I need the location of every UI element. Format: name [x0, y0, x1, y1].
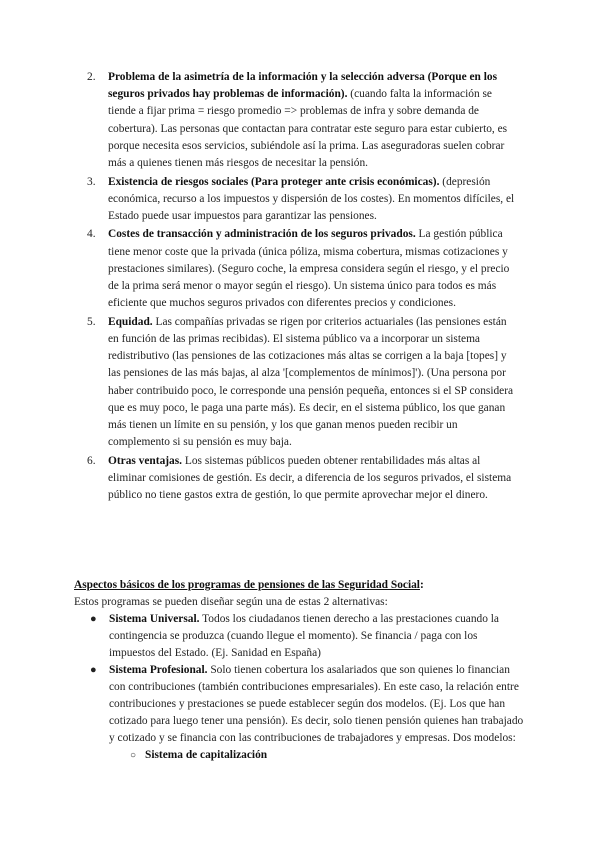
- item-number: 2.: [87, 71, 96, 83]
- item-text: (cuando falta la información se tiende a fijar prima = riesgo promedio => problemas de infra y sobre demanda de cobertura). Las personas que contactan para contratar este seguro para estar cubierto, es porque necesita esos servicios, subiéndole así la prima. Las aseguradoras suelen cobrar más a quienes tienen más riesgos de necesitar la pensión.: [108, 88, 508, 170]
- section-title-colon: :: [419, 579, 424, 591]
- bullet-item: [90, 611, 525, 662]
- bullet-heading: Sistema Universal.: [109, 613, 200, 625]
- list-item: [87, 174, 515, 226]
- item-text: La gestión pública tiene menor coste que la privada (única póliza, misma cobertura, mismas cotizaciones y prestaciones similares). (Seguro coche, la empresa considera según el riesgo, y el precio de la prima será menor o mayor según el riesgo). Un sistema único para todos es más eficiente que muchos seguros privados con diferentes precios y condiciones.: [108, 228, 510, 310]
- item-text: (depresión económica, recurso a los impuestos y dispersión de los costes). En momentos difíciles, el Estado puede usar impuestos para garantizar las pensiones.: [108, 175, 515, 222]
- bullet-heading: Sistema Profesional.: [109, 664, 208, 676]
- bullet-text: Solo tienen cobertura los asalariados que son quienes lo financian con contribuciones (también contribuciones empresariales). En este caso, la relación entre contribuciones y prestaciones se puede establecer según dos modelos. (Ej. Los que han cotizado para luego tener una pensión). Es decir, solo tienen pensión quienes han trabajado y cotizado y se financia con las contribuciones de trabajadores y empresas. Dos modelos:: [109, 664, 524, 744]
- item-heading: Equidad.: [108, 315, 153, 328]
- item-heading: Otras ventajas.: [108, 454, 183, 467]
- item-heading: Costes de transacción y administración de los seguros privados.: [108, 228, 416, 241]
- item-number: 5.: [87, 315, 96, 328]
- item-heading: Problema de la asimetría de la información y la selección adversa (Porque en los seguros privados hay problemas de información).: [108, 71, 498, 101]
- sub-bullet-list: [109, 747, 525, 764]
- item-number: 4.: [87, 228, 96, 241]
- numbered-list: [0, 69, 515, 506]
- list-item: [87, 226, 515, 312]
- section-heading: [74, 577, 534, 594]
- bullet-item: [90, 662, 525, 764]
- section-title: Aspectos básicos de los programas de pensiones de las Seguridad Social: [74, 579, 420, 591]
- pension-programs-section: [74, 577, 534, 764]
- item-text: Los sistemas públicos pueden obtener rentabilidades más altas al eliminar comisiones de gestión. Es decir, a diferencia de los seguros privados, el sistema público no tiene gastos extra de gestión, lo que permite aprovechar mejor el dinero.: [108, 454, 512, 502]
- item-text: Las compañías privadas se rigen por criterios actuariales (las pensiones están en función de las primas recibidas). El sistema público va a incorporar un sistema redistributivo (las pensiones de las cotizaciones más altas se corrigen a la baja [topes] y las pensiones de las más bajas, al alza '[complementos de mínimos]'). (Una persona por haber contribuido poco, le corresponde una pensión pequeña, entonces si el SP considera que es muy poco, le paga una parte más). Es decir, en el sistema público, los que ganan más tienen un límite en su pensión, y los que ganan menos pueden recibir un complemento si su pensión es muy baja.: [108, 315, 514, 449]
- list-item: [87, 69, 515, 172]
- sub-bullet-heading: Sistema de capitalización: [145, 749, 268, 761]
- section-intro: Estos programas se pueden diseñar según una de estas 2 alternativas:: [74, 596, 388, 608]
- item-heading: Existencia de riesgos sociales (Para proteger ante crisis económicas).: [108, 175, 440, 188]
- bullet-list: [74, 611, 525, 764]
- list-item: [87, 453, 515, 505]
- list-item: [87, 314, 515, 452]
- sub-bullet-item: [130, 747, 525, 764]
- bullet-text: Todos los ciudadanos tienen derecho a las prestaciones cuando la contingencia se produzca (cuando llegue el momento). Se financia / paga con los impuestos del Estado. (Ej. Sanidad en España): [109, 613, 499, 659]
- bullet-dot-icon: ●: [90, 664, 97, 676]
- item-number: 6.: [87, 454, 96, 467]
- bullet-dot-icon: ●: [90, 613, 97, 625]
- item-number: 3.: [87, 175, 96, 188]
- bullet-circle-icon: ○: [130, 750, 137, 761]
